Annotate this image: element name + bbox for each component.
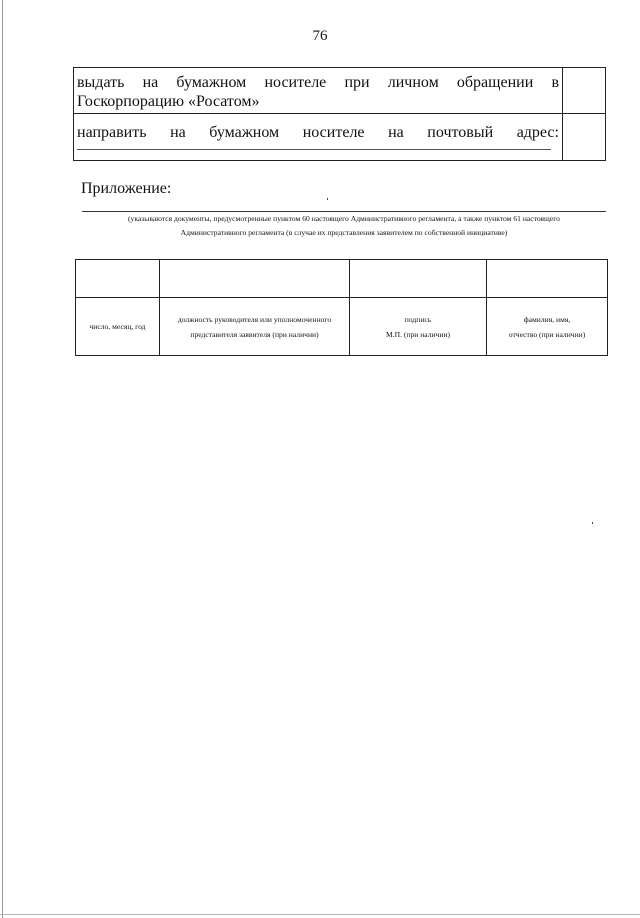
- date-field[interactable]: [76, 260, 160, 298]
- delivery-option-in-person-text: выдать на бумажном носителе при личном обращении в Госкорпорацию «Росатом»: [77, 74, 559, 110]
- attachment-hint-line: (указываются документы, предусмотренные пунктом 60 настоящего Административного регламента, а также пунктом 61 настоящего: [128, 214, 560, 223]
- mail-word: бумажном: [209, 124, 280, 141]
- position-field[interactable]: [160, 260, 350, 298]
- delivery-options-table: [73, 67, 606, 161]
- mail-word: на: [388, 124, 404, 141]
- signature-fill-row: [76, 260, 608, 298]
- delivery-option-in-person: [74, 68, 562, 114]
- signature-table: [75, 259, 608, 356]
- mail-word: на: [170, 124, 186, 141]
- scan-speck: [327, 198, 328, 200]
- page-bottom-edge: [0, 914, 640, 915]
- delivery-option-mail-checkbox[interactable]: [562, 114, 606, 160]
- full-name-label: фамилия, имя, отчество (при наличии): [487, 298, 608, 356]
- attachment-hint: [82, 212, 606, 240]
- postal-address-field-line[interactable]: [77, 149, 551, 150]
- signature-labels-row: [76, 298, 608, 356]
- delivery-option-mail-text: [77, 123, 559, 142]
- attachment-hint-line: Административного регламента (в случае их представления заявителем по собственной инициативе): [180, 228, 508, 237]
- mail-word: направить: [77, 124, 147, 141]
- scan-speck: [592, 522, 593, 524]
- signature-field[interactable]: [350, 260, 487, 298]
- signature-label: подпись М.П. (при наличии): [350, 298, 487, 356]
- attachment-title: Приложение:: [81, 180, 172, 197]
- date-label: число, месяц, год: [76, 298, 160, 356]
- mail-word: почтовый: [427, 124, 494, 141]
- page-left-edge: [2, 0, 3, 918]
- page-number: 76: [312, 28, 328, 44]
- mail-word: адрес:: [516, 124, 559, 141]
- delivery-option-in-person-checkbox[interactable]: [562, 68, 606, 114]
- delivery-option-mail: [74, 114, 562, 160]
- full-name-field[interactable]: [487, 260, 608, 298]
- mail-word: носителе: [302, 124, 365, 141]
- position-label: должность руководителя или уполномоченного представителя заявителя (при наличии): [160, 298, 350, 356]
